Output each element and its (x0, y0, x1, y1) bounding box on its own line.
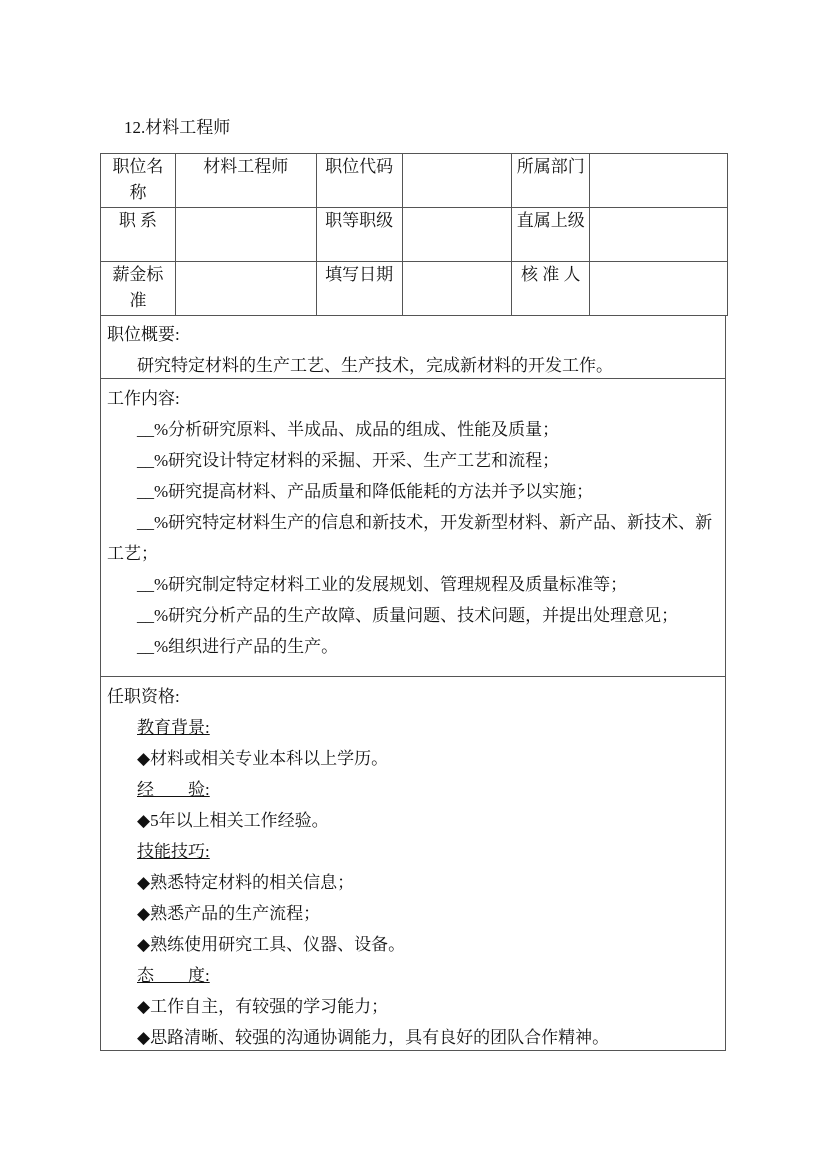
salary-value (175, 262, 316, 316)
education-item: ◆材料或相关专业本科以上学历。 (137, 749, 389, 768)
fill-date-label: 填写日期 (316, 262, 402, 316)
department-value (590, 154, 728, 208)
experience-item: ◆5年以上相关工作经验。 (137, 811, 329, 830)
position-code-value (402, 154, 512, 208)
summary-section (100, 315, 726, 379)
attitude-item: ◆思路清晰、较强的沟通协调能力，具有良好的团队合作精神。 (137, 1028, 610, 1047)
attitude-item: ◆工作自主，有较强的学习能力； (137, 997, 389, 1016)
position-name-label: 职位名称 (101, 154, 176, 208)
summary-text: 研究特定材料的生产工艺、生产技术，完成新材料的开发工作。 (137, 356, 613, 375)
experience-heading: 经 验: (137, 780, 210, 799)
salary-label: 薪金标准 (101, 262, 176, 316)
qualifications-heading: 任职资格: (107, 687, 180, 706)
job-family-label: 职 系 (101, 208, 176, 262)
skills-heading: 技能技巧: (137, 842, 210, 861)
duty-item: __%研究分析产品的生产故障、质量问题、技术问题，并提出处理意见； (137, 606, 679, 625)
job-family-value (175, 208, 316, 262)
approver-value (590, 262, 728, 316)
skill-item: ◆熟悉特定材料的相关信息； (137, 873, 355, 892)
duty-item: __%研究设计特定材料的采掘、开采、生产工艺和流程； (137, 451, 560, 470)
attitude-heading: 态 度: (137, 966, 210, 985)
duty-item: __%研究制定特定材料工业的发展规划、管理规程及质量标准等； (137, 575, 628, 594)
supervisor-label: 直属上级 (512, 208, 590, 262)
grade-value (402, 208, 512, 262)
supervisor-value (590, 208, 728, 262)
department-label: 所属部门 (512, 154, 590, 208)
grade-label: 职等职级 (316, 208, 402, 262)
document-title: 12.材料工程师 (124, 118, 231, 137)
education-heading: 教育背景: (137, 718, 210, 737)
approver-label: 核 准 人 (512, 262, 590, 316)
fill-date-value (402, 262, 512, 316)
summary-heading: 职位概要: (107, 325, 180, 344)
position-code-label: 职位代码 (316, 154, 402, 208)
job-info-table (100, 153, 728, 316)
duties-section (100, 378, 726, 677)
qualifications-section (100, 676, 726, 1051)
skill-item: ◆熟练使用研究工具、仪器、设备。 (137, 935, 406, 954)
skill-item: ◆熟悉产品的生产流程； (137, 904, 321, 923)
duty-item: __%组织进行产品的生产。 (137, 637, 339, 656)
duty-item: __%分析研究原料、半成品、成品的组成、性能及质量； (137, 420, 560, 439)
position-name-value: 材料工程师 (175, 154, 316, 208)
duty-item: __%研究提高材料、产品质量和降低能耗的方法并予以实施； (137, 482, 594, 501)
duties-heading: 工作内容: (107, 389, 180, 408)
duty-item: __%研究特定材料生产的信息和新技术，开发新型材料、新产品、新技术、新工艺； (107, 513, 713, 563)
